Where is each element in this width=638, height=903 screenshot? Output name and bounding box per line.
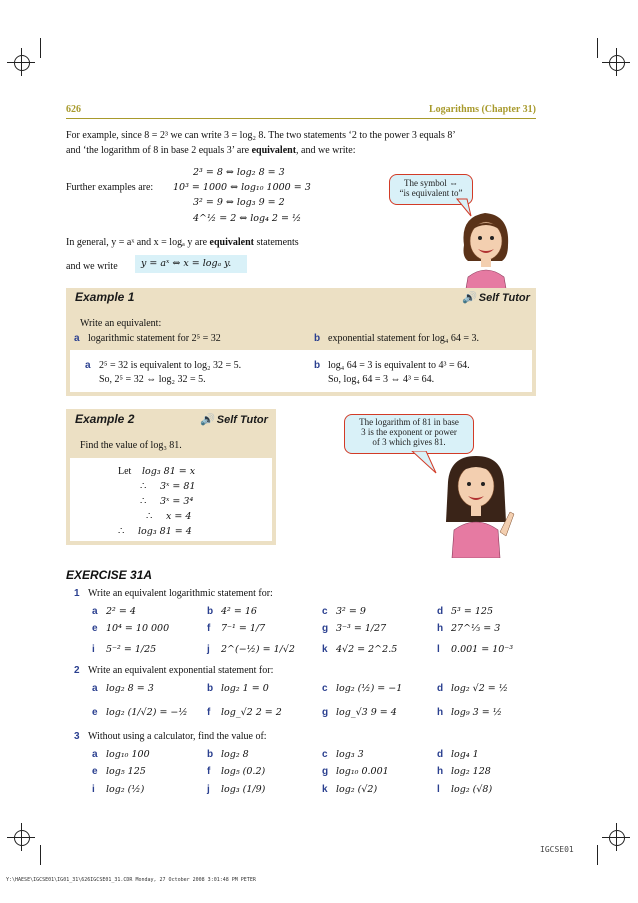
crop-mark bbox=[597, 38, 598, 58]
q2-item-h: h log₉ 3 = ½ bbox=[437, 707, 502, 718]
intro-line-2: and ‘the logarithm of 8 in base 2 equals 3’ are equivalent, and we write: bbox=[66, 145, 356, 156]
page-number: 626 bbox=[66, 104, 81, 115]
further-label: Further examples are: bbox=[66, 182, 154, 193]
example-1-solution-a-so: So, 2⁵ = 32 ⇔ log₂ 32 = 5. bbox=[99, 374, 206, 385]
crop-mark bbox=[40, 845, 41, 865]
registration-mark-top-left bbox=[7, 48, 37, 78]
q3-item-l: l log₂ (√8) bbox=[437, 784, 493, 795]
example-1-solution-b: b log₄ 64 = 3 is equivalent to 4³ = 64. bbox=[314, 360, 470, 371]
chapter-title: Logarithms (Chapter 31) bbox=[428, 104, 536, 115]
intro-line-1: For example, since 8 = 2³ we can write 3 = log₂ 8. The two statements ‘2 to the power 3 equals 8’ bbox=[66, 130, 456, 141]
example-1-solution-area bbox=[70, 350, 532, 392]
boxed-equivalence: y = aˣ ⇔ x = logₐ y. bbox=[135, 255, 247, 273]
q3-item-g: g log₁₀ 0.001 bbox=[322, 766, 389, 777]
crop-mark bbox=[40, 38, 41, 58]
callout-log81: The logarithm of 81 in base 3 is the exponent or power of 3 which gives 81. bbox=[344, 414, 474, 454]
speaker-icon: 🔊 bbox=[200, 414, 217, 426]
q1-item-b: b 4² = 16 bbox=[207, 606, 257, 617]
q2-item-f: f log_√2 2 = 2 bbox=[207, 707, 282, 718]
further-example-3: 4^½ = 2 ⇔ log₄ 2 = ½ bbox=[193, 213, 302, 224]
q3-item-k: k log₂ (√2) bbox=[322, 784, 378, 795]
callout-symbol: The symbol ⇔ “is equivalent to” bbox=[389, 174, 473, 205]
q3-item-b: b log₂ 8 bbox=[207, 749, 249, 760]
example-1-question-b: b exponential statement for log₄ 64 = 3. bbox=[314, 333, 480, 344]
q1-item-h: h 27^⅓ = 3 bbox=[437, 623, 501, 634]
question-3-text: Without using a calculator, find the value of: bbox=[88, 731, 267, 742]
equation-main: 2³ = 8 ⇔ log₂ 8 = 3 bbox=[193, 167, 285, 178]
q2-item-c: c log₂ (½) = −1 bbox=[322, 683, 403, 694]
crop-mark bbox=[597, 845, 598, 865]
question-1-number: 1 bbox=[74, 588, 80, 599]
girl-cartoon bbox=[452, 205, 518, 300]
q2-item-a: a log₂ 8 = 3 bbox=[92, 683, 154, 694]
q2-item-b: b log₂ 1 = 0 bbox=[207, 683, 269, 694]
example-2-title: Example 2 bbox=[75, 412, 135, 426]
q1-item-a: a 2² = 4 bbox=[92, 606, 136, 617]
q1-item-d: d 5³ = 125 bbox=[437, 606, 493, 617]
example-1-question-a: a logarithmic statement for 2⁵ = 32 bbox=[74, 333, 221, 344]
q2-item-g: g log_√3 9 = 4 bbox=[322, 707, 397, 718]
callout-pointer bbox=[410, 451, 440, 475]
example-1-self-tutor[interactable]: 🔊 Self Tutor bbox=[462, 292, 530, 304]
header-rule bbox=[66, 118, 536, 119]
girl-cartoon-2 bbox=[440, 452, 518, 558]
q1-item-e: e 10⁴ = 10 000 bbox=[92, 623, 170, 634]
example-1-prompt: Write an equivalent: bbox=[80, 318, 162, 329]
exercise-title: EXERCISE 31A bbox=[66, 568, 153, 582]
q1-item-l: l 0.001 = 10⁻³ bbox=[437, 644, 514, 655]
example-1-solution-b-so: So, log₄ 64 = 3 ⇔ 4³ = 64. bbox=[328, 374, 435, 385]
igcse-code: IGCSE01 bbox=[540, 845, 574, 854]
general-statement: In general, y = aˣ and x = logₐ y are equivalent statements bbox=[66, 237, 299, 248]
q3-item-a: a log₁₀ 100 bbox=[92, 749, 150, 760]
solution-line-1: Let log₃ 81 = x bbox=[118, 466, 196, 477]
q1-item-c: c 3² = 9 bbox=[322, 606, 366, 617]
q1-item-f: f 7⁻¹ = 1/7 bbox=[207, 623, 266, 634]
example-1-solution-a: a 2⁵ = 32 is equivalent to log₂ 32 = 5. bbox=[85, 360, 242, 371]
q3-item-d: d log₄ 1 bbox=[437, 749, 479, 760]
question-1-text: Write an equivalent logarithmic statement for: bbox=[88, 588, 273, 599]
example-2-prompt: Find the value of log₃ 81. bbox=[80, 440, 182, 451]
question-3-number: 3 bbox=[74, 731, 80, 742]
registration-mark-bottom-right bbox=[602, 823, 632, 853]
q3-item-c: c log₃ 3 bbox=[322, 749, 364, 760]
q2-item-d: d log₂ √2 = ½ bbox=[437, 683, 508, 694]
q1-item-k: k 4√2 = 2^2.5 bbox=[322, 644, 398, 655]
q1-item-i: i 5⁻² = 1/25 bbox=[92, 644, 157, 655]
question-2-text: Write an equivalent exponential statement for: bbox=[88, 665, 274, 676]
speaker-icon: 🔊 bbox=[462, 292, 479, 304]
q3-item-j: j log₃ (1/9) bbox=[207, 784, 266, 795]
we-write-label: and we write bbox=[66, 261, 118, 272]
example-1-title: Example 1 bbox=[75, 290, 135, 304]
q3-item-i: i log₂ (½) bbox=[92, 784, 145, 795]
question-2-number: 2 bbox=[74, 665, 80, 676]
solution-line-4: ∴ x = 4 bbox=[146, 511, 192, 522]
example-2-self-tutor[interactable]: 🔊 Self Tutor bbox=[200, 414, 268, 426]
q3-item-e: e log₅ 125 bbox=[92, 766, 146, 777]
file-path: Y:\HAESE\IGCSE01\IG01_31\626IGCSE01_31.CDR Monday, 27 October 2008 3:01:48 PM PETER bbox=[6, 877, 256, 883]
registration-mark-bottom-left bbox=[7, 823, 37, 853]
solution-line-5: ∴ log₃ 81 = 4 bbox=[118, 526, 192, 537]
registration-mark-top-right bbox=[602, 48, 632, 78]
further-example-2: 3² = 9 ⇔ log₃ 9 = 2 bbox=[193, 197, 285, 208]
solution-line-3: ∴ 3ˣ = 3⁴ bbox=[140, 496, 194, 507]
further-example-1: 10³ = 1000 ⇔ log₁₀ 1000 = 3 bbox=[173, 182, 311, 193]
q1-item-g: g 3⁻³ = 1/27 bbox=[322, 623, 387, 634]
q2-item-e: e log₂ (1/√2) = −½ bbox=[92, 707, 188, 718]
solution-line-2: ∴ 3ˣ = 81 bbox=[140, 481, 196, 492]
q3-item-h: h log₂ 128 bbox=[437, 766, 491, 777]
q3-item-f: f log₅ (0.2) bbox=[207, 766, 266, 777]
q1-item-j: j 2^(−½) = 1/√2 bbox=[207, 644, 295, 655]
